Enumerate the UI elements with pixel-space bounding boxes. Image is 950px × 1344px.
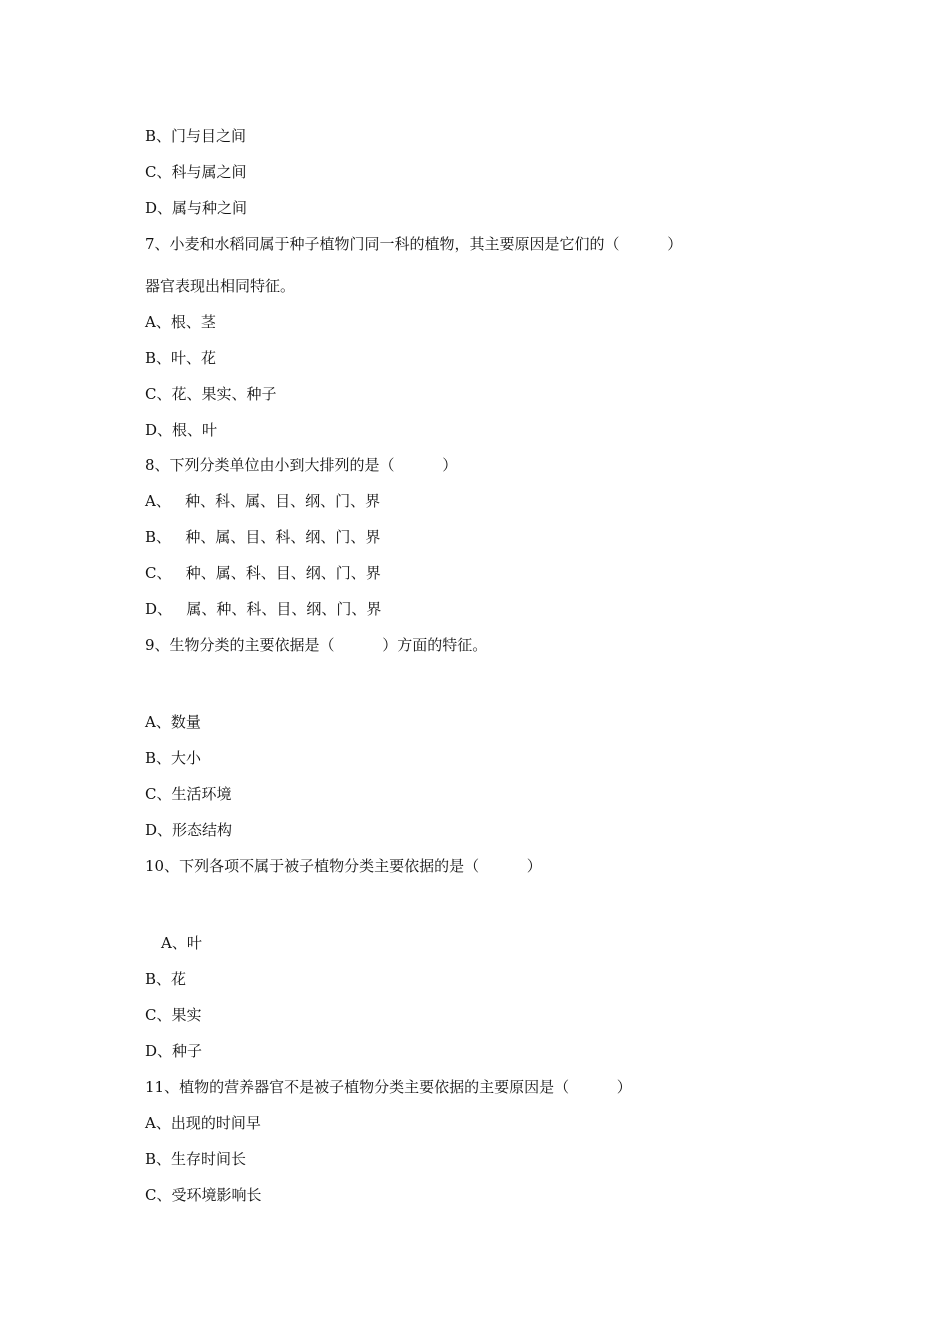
option-b-q11: B、生存时间长	[145, 1150, 247, 1168]
option-d-q8: D、 属、种、科、目、纲、门、界	[145, 600, 382, 618]
option-d-q6: D、属与种之间	[145, 199, 248, 217]
question-11: 11、植物的营养器官不是被子植物分类主要依据的主要原因是（ ）	[145, 1078, 632, 1096]
option-d-q10: D、种子	[145, 1042, 203, 1060]
option-c-q10: C、果实	[145, 1006, 202, 1024]
question-7-continued: 器官表现出相同特征。	[145, 277, 296, 295]
option-d-q9: D、形态结构	[145, 821, 233, 839]
option-a-q8: A、 种、科、属、目、纲、门、界	[145, 492, 381, 510]
question-9: 9、生物分类的主要依据是（ ）方面的特征。	[145, 636, 488, 654]
option-c-q6: C、科与属之间	[145, 163, 247, 181]
question-8: 8、下列分类单位由小到大排列的是（ ）	[145, 456, 458, 474]
option-a-q7: A、根、茎	[145, 313, 216, 331]
option-c-q9: C、生活环境	[145, 785, 232, 803]
option-a-q11: A、出现的时间早	[145, 1114, 261, 1132]
option-a-q9: A、数量	[145, 713, 201, 731]
option-d-q7: D、根、叶	[145, 421, 218, 439]
option-b-q10: B、花	[145, 970, 187, 988]
option-a-q10: A、叶	[161, 934, 202, 952]
question-10: 10、下列各项不属于被子植物分类主要依据的是（ ）	[145, 857, 542, 875]
option-c-q11: C、受环境影响长	[145, 1186, 262, 1204]
option-b-q8: B、 种、属、目、科、纲、门、界	[145, 528, 381, 546]
option-c-q8: C、 种、属、科、目、纲、门、界	[145, 564, 381, 582]
option-b-q6: B、门与目之间	[145, 127, 247, 145]
question-7: 7、小麦和水稻同属于种子植物门同一科的植物，其主要原因是它们的（ ）	[145, 235, 683, 253]
option-c-q7: C、花、果实、种子	[145, 385, 277, 403]
option-b-q7: B、叶、花	[145, 349, 217, 367]
option-b-q9: B、大小	[145, 749, 202, 767]
